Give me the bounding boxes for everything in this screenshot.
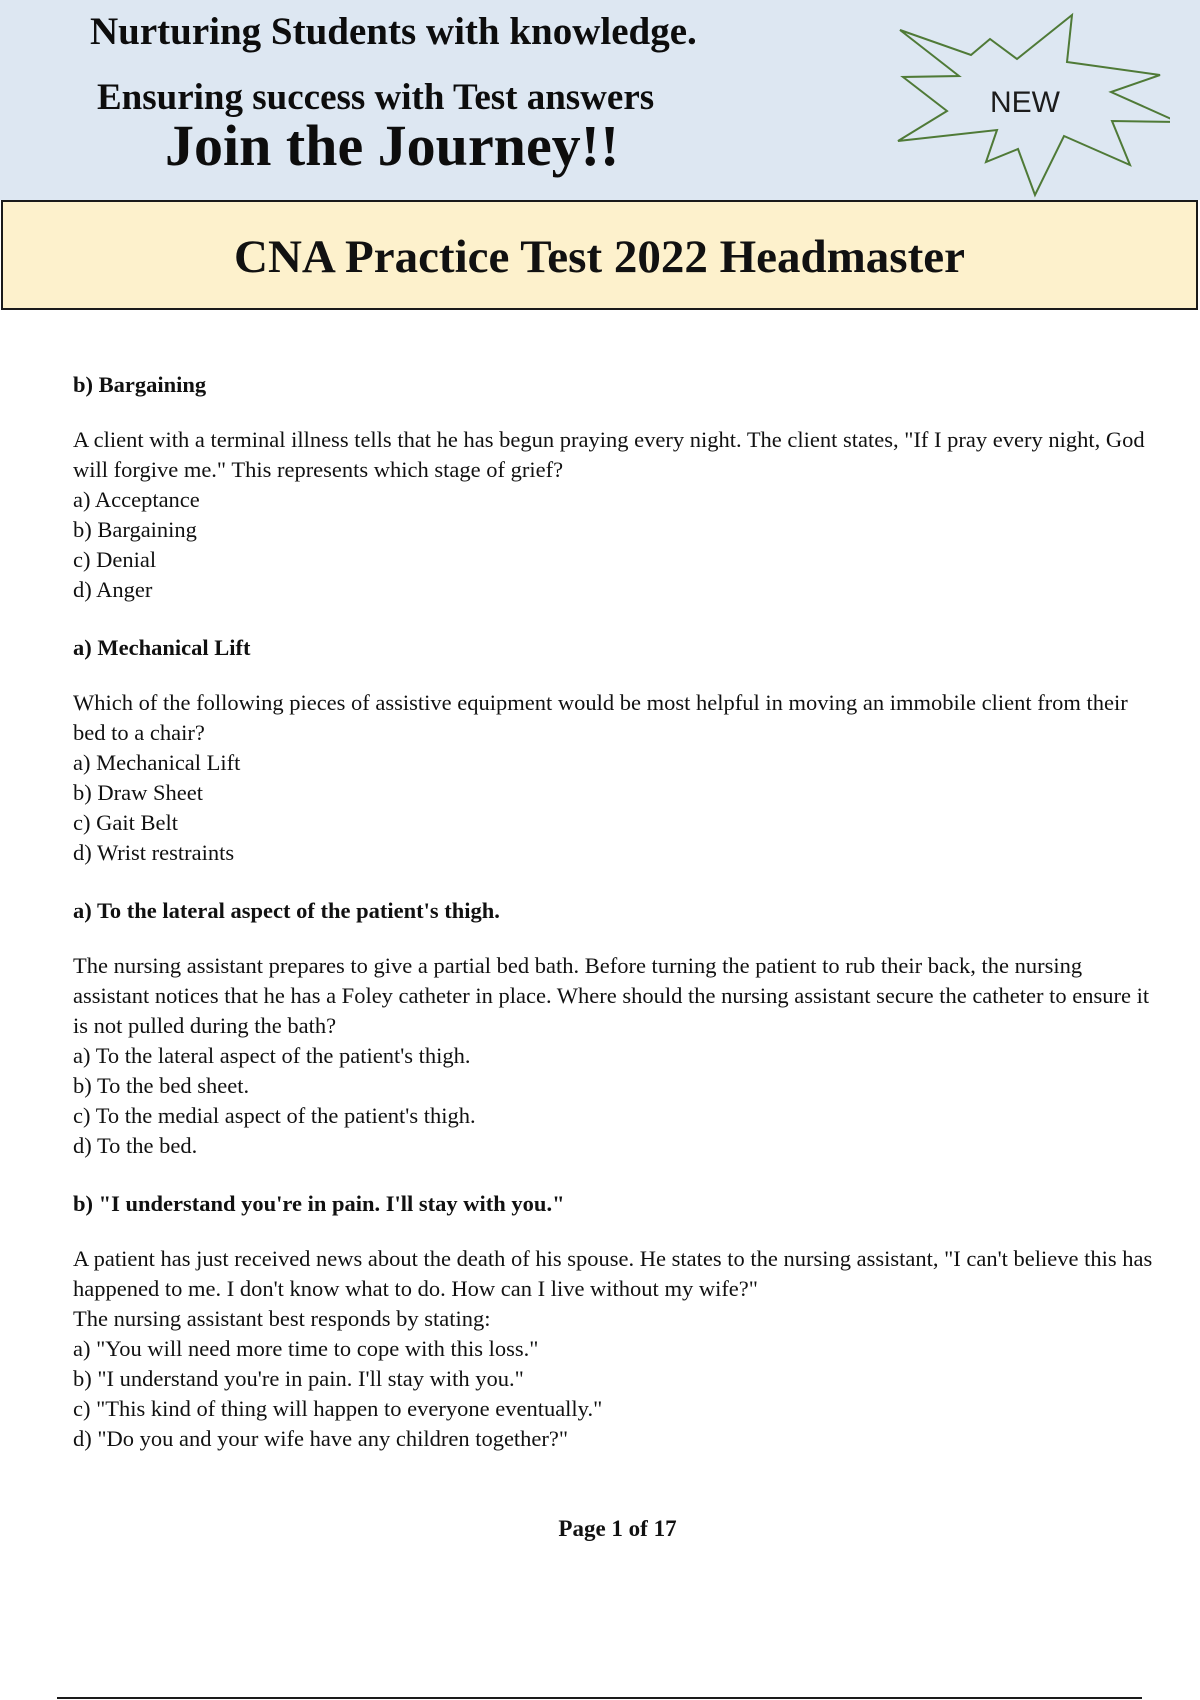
option-c: c) Denial — [73, 547, 157, 572]
document-title-box — [1, 200, 1198, 310]
option-d: d) Wrist restraints — [73, 840, 235, 865]
answer-options — [73, 1334, 1158, 1454]
option-b: b) Draw Sheet — [73, 780, 203, 805]
option-c: c) "This kind of thing will happen to everyone eventually." — [73, 1396, 603, 1421]
correct-answer: a) Mechanical Lift — [73, 635, 251, 660]
header-banner — [0, 0, 1200, 200]
option-c: c) Gait Belt — [73, 810, 178, 835]
new-badge-label: NEW — [990, 86, 1060, 119]
option-d: d) Anger — [73, 577, 153, 602]
option-b: b) Bargaining — [73, 517, 197, 542]
answer-options — [73, 485, 1158, 605]
question-text: A client with a terminal illness tells that he has begun praying every night. The client states, "If I pray every night, God will forgive me." This represents which stage of grief? — [73, 427, 1145, 482]
correct-answer: b) Bargaining — [73, 372, 207, 397]
option-c: c) To the medial aspect of the patient's thigh. — [73, 1103, 476, 1128]
answer-options — [73, 748, 1158, 868]
option-b: b) "I understand you're in pain. I'll stay with you." — [73, 1366, 524, 1391]
correct-answer: a) To the lateral aspect of the patient's thigh. — [73, 898, 500, 923]
question-list — [73, 370, 1158, 1482]
question-block — [73, 370, 1158, 605]
answer-options — [73, 1041, 1158, 1161]
option-a: a) To the lateral aspect of the patient's thigh. — [73, 1043, 471, 1068]
option-d: d) To the bed. — [73, 1133, 198, 1158]
option-a: a) "You will need more time to cope with this loss." — [73, 1336, 539, 1361]
option-d: d) "Do you and your wife have any children together?" — [73, 1426, 569, 1451]
question-block — [73, 1189, 1158, 1454]
question-text: Which of the following pieces of assistive equipment would be most helpful in moving an immobile client from their bed to a chair? — [73, 690, 1128, 745]
tagline-success: Ensuring success with Test answers — [97, 77, 655, 118]
question-block — [73, 896, 1158, 1161]
question-prompt: The nursing assistant best responds by stating: — [73, 1306, 491, 1331]
question-block — [73, 633, 1158, 868]
question-text: The nursing assistant prepares to give a partial bed bath. Before turning the patient to rub their back, the nursing assistant notices that he has a Foley catheter in place. Where should the nursing assistant secure the catheter to ensure it is not pulled during the bath? — [73, 953, 1150, 1038]
footer-divider — [57, 1697, 1142, 1699]
question-text: A patient has just received news about the death of his spouse. He states to the nursing assistant, "I can't believe this has happened to me. I don't know what to do. How can I live without my wife?" — [73, 1246, 1153, 1301]
option-a: a) Mechanical Lift — [73, 750, 241, 775]
option-b: b) To the bed sheet. — [73, 1073, 250, 1098]
option-a: a) Acceptance — [73, 487, 200, 512]
tagline-journey: Join the Journey!! — [165, 113, 620, 178]
tagline-knowledge: Nurturing Students with knowledge. — [90, 10, 697, 53]
document-title: CNA Practice Test 2022 Headmaster — [234, 231, 965, 283]
page-number: Page 1 of 17 — [558, 1516, 677, 1541]
correct-answer: b) "I understand you're in pain. I'll stay with you." — [73, 1191, 565, 1216]
